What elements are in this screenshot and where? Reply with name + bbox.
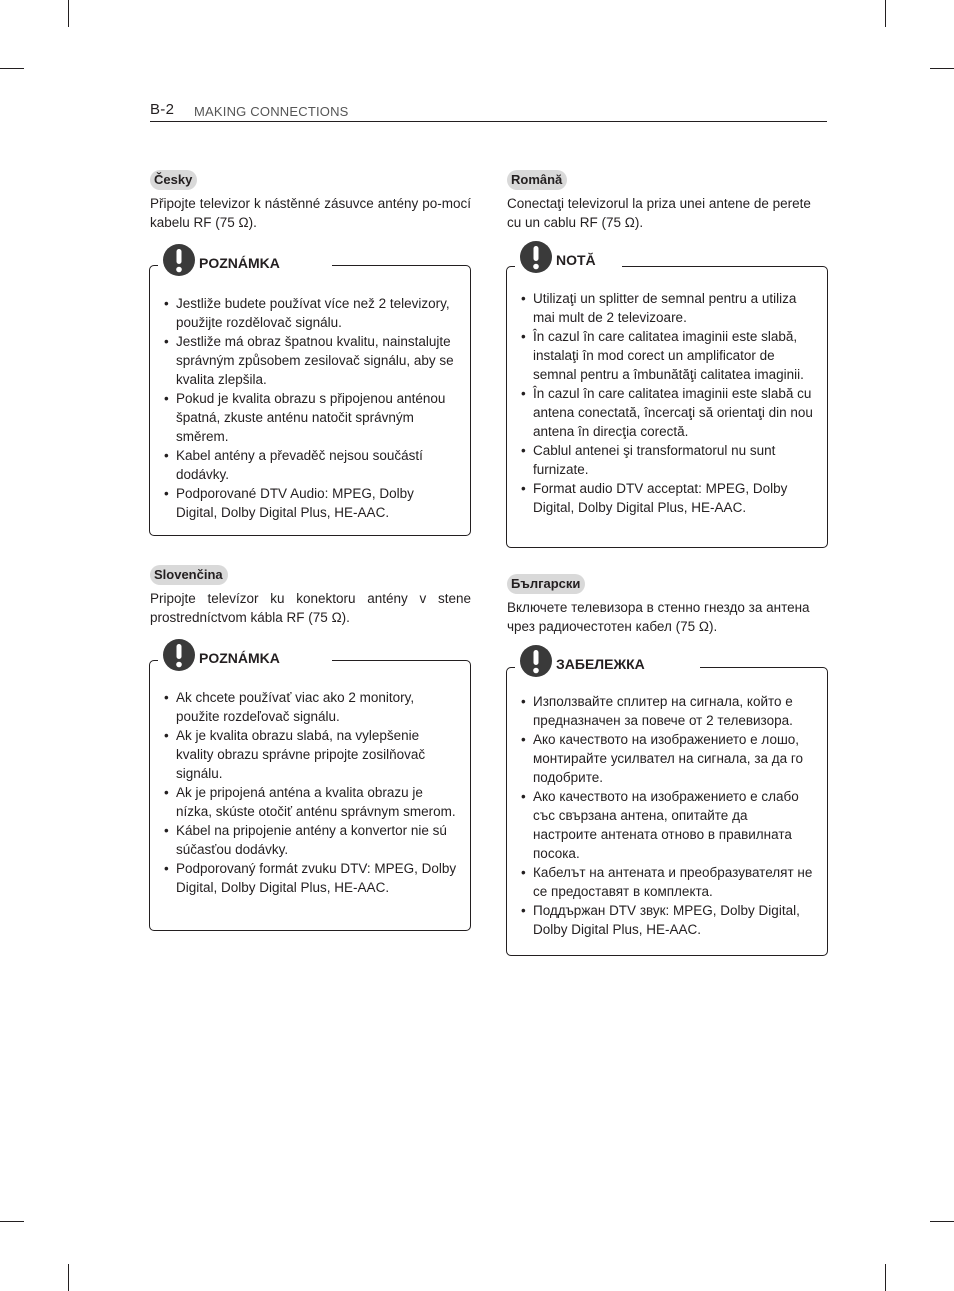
list-item: • Podporovaný formát zvuku DTV: MPEG, Dolby Digital, Dolby Digital Plus, HE-AAC. (164, 859, 458, 897)
crop-mark (0, 68, 24, 69)
crop-mark (885, 0, 886, 27)
list-item: • Kabel antény a převaděč nejsou součástí dodávky. (164, 446, 458, 484)
note-list (521, 692, 815, 939)
language-tag: Română (507, 170, 567, 190)
note-box-czech (149, 255, 471, 536)
list-item: • Ако качеството на изображението е слабо със свързана антена, опитайте да настроите антената отново в правилната посока. (521, 787, 815, 863)
note-title: POZNÁMKA (199, 650, 280, 666)
page-number: B-2 (150, 101, 175, 118)
list-item: • Ak chcete používať viac ako 2 monitory, použite rozdeľovač signálu. (164, 688, 458, 726)
note-box-slovak (149, 650, 471, 931)
intro-text: Pripojte televízor ku konektoru antény v stene prostredníctvom kábla RF (75 Ω). (150, 591, 471, 625)
list-item: • Pokud je kvalita obrazu s připojenou anténou špatná, zkuste anténu natočit správným směrem. (164, 389, 458, 446)
header-title: MAKING CONNECTIONS (194, 104, 349, 119)
note-box-bulgarian (506, 656, 828, 956)
list-item: • Ak je kvalita obrazu slabá, na vylepšenie kvality obrazu správne pripojte zosilňovač signálu. (164, 726, 458, 783)
list-item: • În cazul în care calitatea imaginii este slabă cu antena conectată, încercaţi să orientaţi din nou antena în direcţia corectă. (521, 384, 815, 441)
list-item: • Ak je pripojená anténa a kvalita obrazu je nízka, skúste otočiť anténu správnym smerom. (164, 783, 458, 821)
crop-mark (68, 1264, 69, 1291)
list-item: • Поддържан DTV звук: MPEG, Dolby Digital, Dolby Digital Plus, HE-AAC. (521, 901, 815, 939)
note-title: POZNÁMKA (199, 255, 280, 271)
note-title: ЗАБЕЛЕЖКА (556, 656, 645, 672)
header-divider (150, 121, 827, 122)
section-romanian (507, 170, 828, 232)
list-item: • În cazul în care calitatea imaginii este slabă, instalaţi în mod corect un amplificator de semnal pentru a îmbunătăţi calitatea imaginii. (521, 327, 815, 384)
exclamation-circle-icon (519, 644, 553, 678)
note-title: NOTĂ (556, 252, 596, 268)
crop-mark (0, 1221, 24, 1222)
intro-text: Включете телевизора в стенно гнездо за антена чрез радиочестотен кабел (75 Ω). (507, 600, 810, 634)
list-item: • Jestliže má obraz špatnou kvalitu, nainstalujte správným způsobem zesilovač signálu, aby se kvalita zlepšila. (164, 332, 458, 389)
list-item: • Ако качеството на изображението е лошо, монтирайте усилвател на сигнала, за да го подобрите. (521, 730, 815, 787)
exclamation-circle-icon (162, 243, 196, 277)
intro-text: Conectaţi televizorul la priza unei antene de perete cu un cablu RF (75 Ω). (507, 196, 811, 230)
list-item: • Cablul antenei şi transformatorul nu sunt furnizate. (521, 441, 815, 479)
language-tag: Česky (150, 170, 197, 190)
crop-mark (930, 1221, 954, 1222)
language-tag: Български (507, 574, 585, 594)
exclamation-circle-icon (162, 638, 196, 672)
exclamation-circle-icon (519, 240, 553, 274)
section-slovak (150, 565, 471, 627)
note-box-romanian (506, 252, 828, 548)
list-item: • Използвайте сплитер на сигнала, който е предназначен за повече от 2 телевизора. (521, 692, 815, 730)
crop-mark (885, 1264, 886, 1291)
crop-mark (68, 0, 69, 27)
list-item: • Utilizaţi un splitter de semnal pentru a utiliza mai mult de 2 televizoare. (521, 289, 815, 327)
list-item: • Кабелът на антената и преобразувателят не се предоставят в комплекта. (521, 863, 815, 901)
note-list (164, 688, 458, 897)
list-item: • Kábel na pripojenie antény a konvertor nie sú súčasťou dodávky. (164, 821, 458, 859)
note-list (164, 294, 458, 522)
crop-mark (930, 68, 954, 69)
list-item: • Podporované DTV Audio: MPEG, Dolby Digital, Dolby Digital Plus, HE-AAC. (164, 484, 458, 522)
language-tag: Slovenčina (150, 565, 228, 585)
section-bulgarian (507, 574, 828, 636)
section-czech (150, 170, 471, 232)
list-item: • Format audio DTV acceptat: MPEG, Dolby Digital, Dolby Digital Plus, HE-AAC. (521, 479, 815, 517)
note-list (521, 289, 815, 517)
list-item: • Jestliže budete používat více než 2 televizory, použijte rozdělovač signálu. (164, 294, 458, 332)
intro-text: Připojte televizor k nástěnné zásuvce antény po-mocí kabelu RF (75 Ω). (150, 196, 471, 230)
